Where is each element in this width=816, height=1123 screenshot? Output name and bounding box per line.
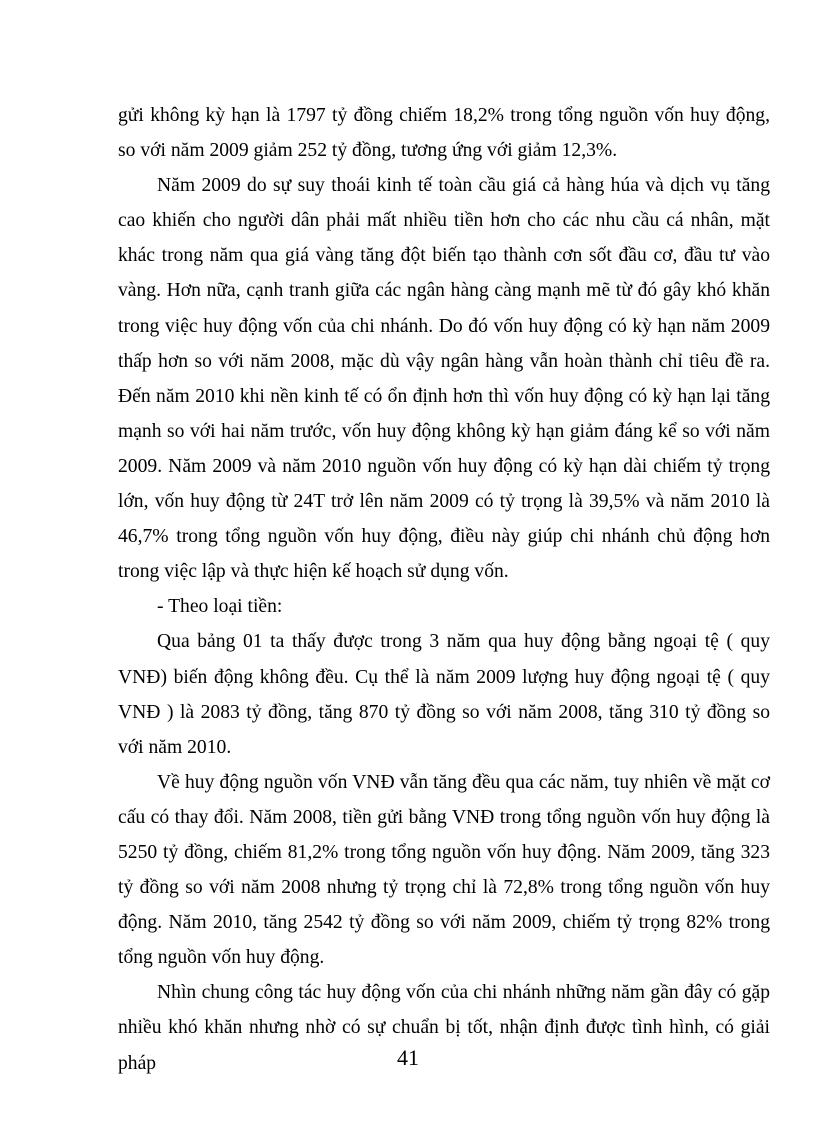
paragraph-foreign-currency: Qua bảng 01 ta thấy được trong 3 năm qua huy động bằng ngoại tệ ( quy VNĐ) biến động không đều. Cụ thể là năm 2009 lượng huy động ngoại tệ ( quy VNĐ ) là 2083 tỷ đồng, tăng 870 tỷ đồng so với năm 2008, tăng 310 tỷ đồng so với năm 2010. bbox=[118, 631, 770, 758]
paragraph-economic-context: Năm 2009 do sự suy thoái kinh tế toàn cầu giá cả hàng húa và dịch vụ tăng cao khiến cho người dân phải mất nhiều tiền hơn cho các nhu cầu cá nhân, mặt khác trong năm qua giá vàng tăng đột biến tạo thành cơn sốt đầu cơ, đầu tư vào vàng. Hơn nữa, cạnh tranh giữa các ngân hàng càng mạnh mẽ từ đó gây khó khăn trong việc huy động vốn của chi nhánh. Do đó vốn huy động có kỳ hạn năm 2009 thấp hơn so với năm 2008, mặc dù vậy ngân hàng vẫn hoàn thành chỉ tiêu đề ra. Đến năm 2010 khi nền kinh tế có ổn định hơn thì vốn huy động có kỳ hạn lại tăng mạnh so với hai năm trước, vốn huy động không kỳ hạn giảm đáng kể so với năm 2009. Năm 2009 và năm 2010 nguồn vốn huy động có kỳ hạn dài chiếm tỷ trọng lớn, vốn huy động từ 24T trở lên năm 2009 có tỷ trọng là 39,5% và năm 2010 là 46,7% trong tổng nguồn vốn huy động, điều này giúp chi nhánh chủ động hơn trong việc lập và thực hiện kế hoạch sử dụng vốn. bbox=[118, 175, 770, 583]
paragraph-vnd-capital: Về huy động nguồn vốn VNĐ vẫn tăng đều qua các năm, tuy nhiên về mặt cơ cấu có thay đổi. Năm 2008, tiền gửi bằng VNĐ trong tổng nguồn vốn huy động là 5250 tỷ đồng, chiếm 81,2% trong tổng nguồn vốn huy động. Năm 2009, tăng 323 tỷ đồng so với năm 2008 nhưng tỷ trọng chỉ là 72,8% trong tổng nguồn vốn huy động. Năm 2010, tăng 2542 tỷ đồng so với năm 2009, chiếm tỷ trọng 82% trong tổng nguồn vốn huy động. bbox=[118, 771, 770, 969]
section-heading-currency: - Theo loại tiền: bbox=[157, 596, 283, 618]
paragraph-continuation: gửi không kỳ hạn là 1797 tỷ đồng chiếm 18,2% trong tổng nguồn vốn huy động, so với năm 2009 giảm 252 tỷ đồng, tương ứng với giảm 12,3%. bbox=[118, 105, 770, 162]
body-text bbox=[118, 98, 770, 1081]
page-number: 41 bbox=[397, 1045, 419, 1070]
paragraph-overview: Nhìn chung công tác huy động vốn của chi nhánh những năm gần đây có gặp nhiều khó khăn nhưng nhờ có sự chuẩn bị tốt, nhận định được tình hình, có giải pháp bbox=[118, 982, 770, 1074]
